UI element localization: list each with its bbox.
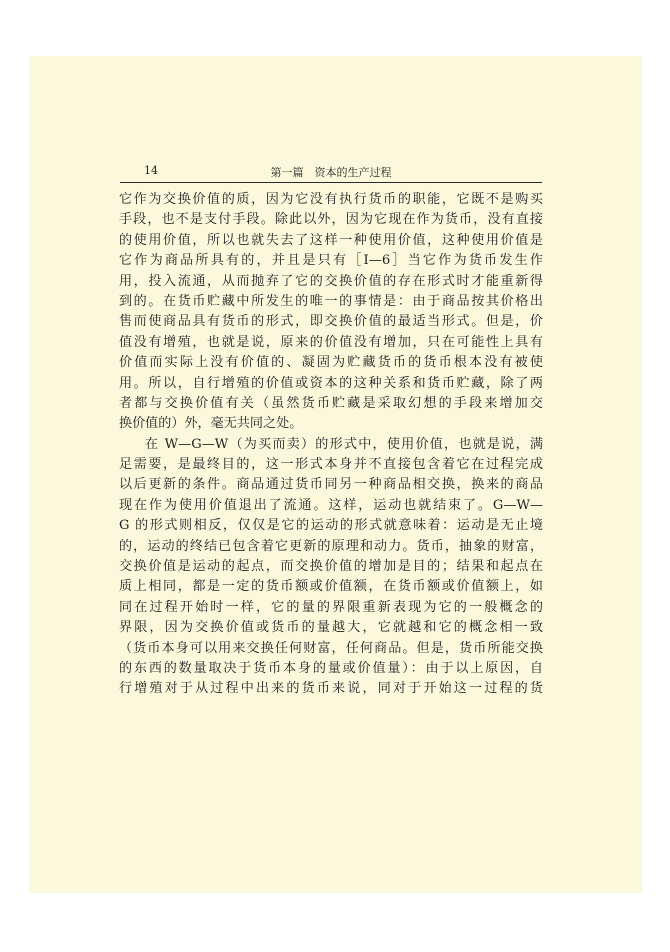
- text-line: 质上相同，都是一定的货币额或价值额，在货币额或价值额上，如: [119, 579, 543, 595]
- text-line: 在 W—G—W（为买而卖）的形式中，使用价值，也就是说，满: [145, 436, 543, 452]
- text-line: 用，投入流通，从而抛弃了它的交换价值的存在形式时才能重新得: [119, 273, 543, 289]
- text-line: 交换价值是运动的起点，而交换价值的增加是目的；结果和起点在: [119, 559, 543, 575]
- text-line: 足需要，是最终目的，这一形式本身并不直接包含着它在过程完成: [119, 457, 543, 473]
- text-line: 以后更新的条件。商品通过货币同另一种商品相交换，换来的商品: [119, 477, 543, 493]
- text-line: 的东西的数量取决于货币本身的量或价值量）：由于以上原因，自: [119, 660, 543, 676]
- text-line: 现在作为使用价值退出了流通。这样，运动也就结束了。G—W—: [119, 497, 543, 513]
- text-line: 它作为商品所具有的，并且是只有［I—6］当它作为货币发生作: [119, 253, 543, 269]
- text-line: 者都与交换价值有关（虽然货币贮藏是采取幻想的手段来增加交: [119, 395, 543, 411]
- text-line: 换价值的）外，毫无共同之处。: [119, 416, 303, 432]
- text-line: （货币本身可以用来交换任何财富，任何商品。但是，货币所能交换: [119, 640, 543, 656]
- text-line: 手段，也不是支付手段。除此以外，因为它现在作为货币，没有直接: [119, 212, 543, 228]
- text-line: 到的。在货币贮藏中所发生的唯一的事情是：由于商品按其价格出: [119, 293, 543, 309]
- text-line: 界限，因为交换价值或货币的量越大，它就越和它的概念相一致: [119, 620, 543, 636]
- page-header: [120, 162, 542, 183]
- text-line: 同在过程开始时一样，它的量的界限重新表现为它的一般概念的: [119, 599, 543, 615]
- text-line: 它作为交换价值的质，因为它没有执行货币的职能，它既不是购买: [119, 192, 543, 207]
- text-line: 的使用价值，所以也就失去了这样一种使用价值，这种使用价值是: [119, 232, 543, 248]
- text-line: 价值而实际上没有价值的、凝固为贮藏货币的货币根本没有被使: [119, 355, 543, 371]
- text-line: G 的形式则相反，仅仅是它的运动的形式就意味着：运动是无止境: [119, 518, 543, 534]
- running-title: 第一篇 资本的生产过程: [270, 166, 392, 179]
- text-line: 售而使商品具有货币的形式，即交换价值的最适当形式。但是，价: [119, 314, 543, 330]
- text-line: 的，运动的终结已包含着它更新的原理和动力。货币，抽象的财富，: [119, 538, 543, 554]
- text-line: 行增殖对于从过程中出来的货币来说，同对于开始这一过程的货: [119, 681, 543, 697]
- body-text: [119, 190, 543, 700]
- page-number: 14: [144, 164, 158, 177]
- text-line: 用。所以，自行增殖的价值或资本的这种关系和货币贮藏，除了两: [119, 375, 543, 391]
- text-line: 值没有增殖，也就是说，原来的价值没有增加，只在可能性上具有: [119, 334, 543, 350]
